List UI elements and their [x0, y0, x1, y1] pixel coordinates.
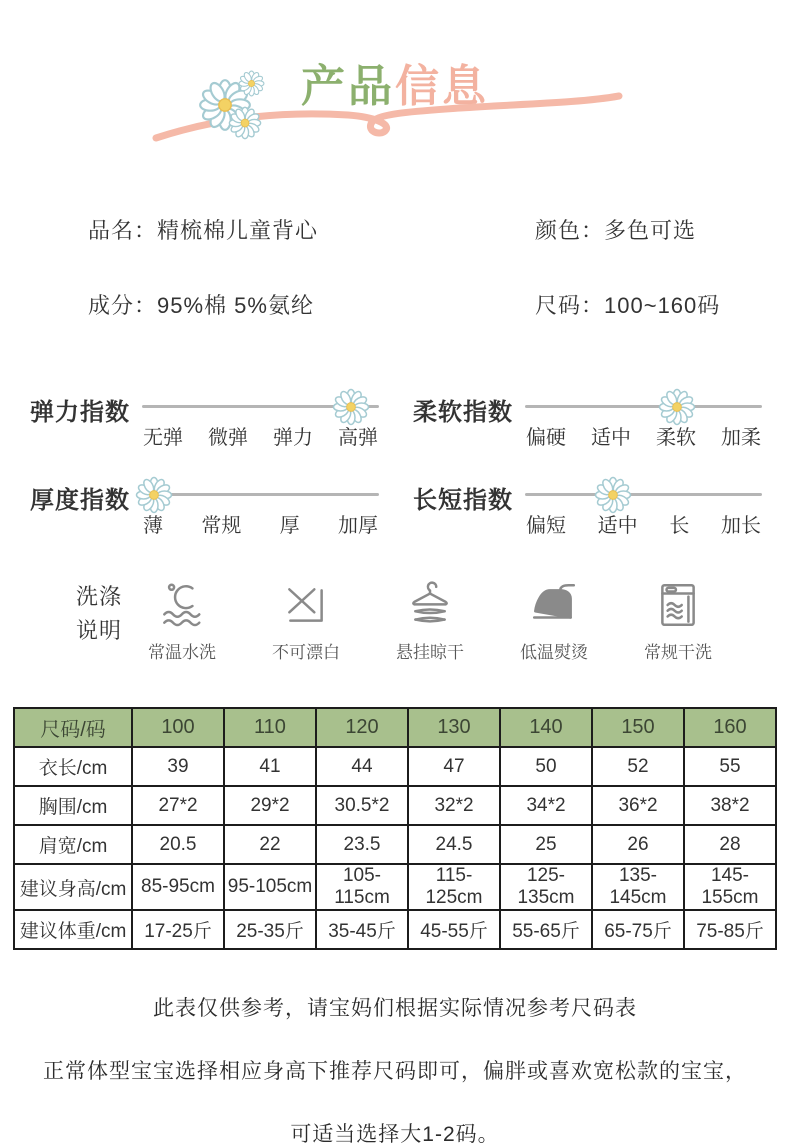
table-cell: 32*2	[408, 786, 500, 825]
washing-item	[148, 580, 216, 663]
table-cell: 95-105cm	[224, 864, 316, 910]
table-cell: 26	[592, 825, 684, 864]
scale-label: 厚	[279, 515, 300, 537]
thickness-scale	[142, 509, 379, 538]
table-row	[14, 864, 776, 910]
header	[0, 0, 790, 168]
washing-caption: 常规干洗	[643, 643, 712, 662]
size-table	[13, 707, 777, 950]
daisy-marker-icon	[135, 476, 173, 514]
size-table-header-cell: 150	[592, 708, 684, 747]
washing-instructions-label	[76, 580, 122, 648]
size-table-header-cell: 尺码/码	[14, 708, 132, 747]
scale-label: 偏短	[526, 515, 566, 537]
scale-label: 常规	[201, 515, 242, 537]
table-cell: 65-75斤	[592, 910, 684, 949]
softness-scale	[525, 421, 762, 450]
page-title-green: 产品	[301, 62, 395, 111]
table-cell: 23.5	[316, 825, 408, 864]
row-label: 肩宽/cm	[14, 825, 132, 864]
size-range-row	[535, 289, 720, 320]
product-name-value: 精梳棉儿童背心	[157, 218, 319, 243]
product-info-section	[0, 214, 790, 320]
washing-item	[272, 580, 340, 663]
table-cell: 39	[132, 747, 224, 786]
row-label: 建议身高/cm	[14, 864, 132, 910]
table-cell: 125-135cm	[500, 864, 592, 910]
length-scale	[525, 509, 762, 538]
table-cell: 38*2	[684, 786, 776, 825]
washing-item	[644, 580, 712, 663]
table-cell: 27*2	[132, 786, 224, 825]
daisy-marker-icon	[594, 476, 632, 514]
table-row	[14, 786, 776, 825]
length-slider	[525, 480, 762, 538]
daisy-marker-icon	[332, 388, 370, 426]
scale-label: 长	[669, 515, 690, 537]
slider-track	[142, 405, 379, 408]
washing-label-line2: 说明	[76, 618, 123, 644]
table-cell: 36*2	[592, 786, 684, 825]
table-cell: 45-55斤	[408, 910, 500, 949]
table-cell: 34*2	[500, 786, 592, 825]
table-row	[14, 910, 776, 949]
table-cell: 22	[224, 825, 316, 864]
washing-item	[520, 580, 588, 663]
table-cell: 85-95cm	[132, 864, 224, 910]
scale-label: 加厚	[337, 515, 378, 537]
dry-clean-icon	[653, 580, 703, 630]
elasticity-index	[30, 392, 379, 450]
table-cell: 52	[592, 747, 684, 786]
scale-label: 柔软	[656, 427, 696, 449]
scale-label: 弹力	[273, 427, 313, 449]
table-cell: 50	[500, 747, 592, 786]
size-table-header-cell: 140	[500, 708, 592, 747]
footer-note-line: 正常体型宝宝选择相应身高下推荐尺码即可，偏胖或喜欢宽松款的宝宝，	[43, 1060, 747, 1083]
composition-value: 95%棉 5%氨纶	[157, 293, 314, 318]
elasticity-slider	[142, 392, 379, 450]
table-cell: 25-35斤	[224, 910, 316, 949]
page-title-pink: 信息	[395, 62, 489, 111]
elasticity-index-label: 弹力指数	[30, 399, 130, 426]
table-cell: 145-155cm	[684, 864, 776, 910]
size-table-header-cell: 130	[408, 708, 500, 747]
color-label: 颜色：	[535, 218, 605, 243]
length-index-label: 长短指数	[413, 487, 513, 514]
table-cell: 47	[408, 747, 500, 786]
table-cell: 25	[500, 825, 592, 864]
table-cell: 55	[684, 747, 776, 786]
softness-index	[413, 392, 762, 450]
no-bleach-icon	[281, 580, 331, 630]
size-table-header-cell: 110	[224, 708, 316, 747]
table-row	[14, 747, 776, 786]
thickness-slider	[142, 480, 379, 538]
scale-label: 适中	[597, 515, 638, 537]
thickness-index-label: 厚度指数	[30, 487, 130, 514]
product-info-right-column	[535, 214, 720, 320]
slider-track	[525, 405, 762, 408]
table-cell: 28	[684, 825, 776, 864]
color-value: 多色可选	[604, 218, 697, 243]
hang-dry-icon	[405, 580, 455, 630]
size-table-header-cell: 160	[684, 708, 776, 747]
size-table-header-cell: 120	[316, 708, 408, 747]
daisy-marker-icon	[658, 388, 696, 426]
row-label: 建议体重/cm	[14, 910, 132, 949]
low-iron-icon	[529, 580, 579, 630]
scale-label: 偏硬	[526, 427, 566, 449]
table-cell: 75-85斤	[684, 910, 776, 949]
table-cell: 35-45斤	[316, 910, 408, 949]
table-cell: 20.5	[132, 825, 224, 864]
size-table-header-cell: 100	[132, 708, 224, 747]
washing-caption: 悬挂晾干	[395, 643, 464, 662]
row-label: 衣长/cm	[14, 747, 132, 786]
composition-label: 成分：	[88, 293, 158, 318]
washing-instructions-section	[0, 580, 790, 663]
washing-item	[396, 580, 464, 663]
scale-label: 高弹	[338, 427, 378, 449]
footer-note-line: 可适当选择大1-2码。	[290, 1123, 500, 1146]
scale-label: 加长	[720, 515, 761, 537]
footer-note-line: 此表仅供参考，请宝妈们根据实际情况参考尺码表	[153, 997, 637, 1020]
table-cell: 115-125cm	[408, 864, 500, 910]
table-cell: 135-145cm	[592, 864, 684, 910]
water-wash-icon	[157, 580, 207, 630]
footer-notes	[0, 992, 790, 1148]
scale-label: 微弹	[208, 427, 248, 449]
product-name-row	[88, 214, 535, 245]
size-table-header-row	[14, 708, 776, 747]
washing-label-line1: 洗涤	[76, 584, 123, 609]
table-cell: 24.5	[408, 825, 500, 864]
table-cell: 30.5*2	[316, 786, 408, 825]
table-cell: 44	[316, 747, 408, 786]
thickness-index	[30, 480, 379, 538]
table-cell: 29*2	[224, 786, 316, 825]
scale-label: 薄	[143, 515, 163, 537]
table-cell: 105-115cm	[316, 864, 408, 910]
softness-index-label: 柔软指数	[413, 399, 513, 426]
table-cell: 41	[224, 747, 316, 786]
table-row	[14, 825, 776, 864]
table-cell: 17-25斤	[132, 910, 224, 949]
size-range-value: 100~160码	[604, 293, 721, 318]
washing-items	[148, 580, 712, 663]
softness-slider	[525, 392, 762, 450]
page-title	[0, 50, 790, 114]
washing-caption: 常温水洗	[148, 643, 217, 662]
product-info-left-column	[88, 214, 535, 320]
scale-label: 无弹	[143, 427, 183, 449]
length-index	[413, 480, 762, 538]
scale-label: 适中	[591, 427, 631, 449]
product-name-label: 品名：	[88, 218, 158, 243]
index-sliders-section	[0, 392, 790, 538]
size-range-label: 尺码：	[535, 293, 605, 318]
slider-track	[525, 493, 762, 496]
slider-track	[142, 493, 379, 496]
row-label: 胸围/cm	[14, 786, 132, 825]
table-cell: 55-65斤	[500, 910, 592, 949]
scale-label: 加柔	[721, 427, 761, 449]
washing-caption: 不可漂白	[272, 643, 340, 662]
color-row	[535, 214, 720, 245]
washing-caption: 低温熨烫	[519, 643, 588, 662]
composition-row	[88, 289, 535, 320]
